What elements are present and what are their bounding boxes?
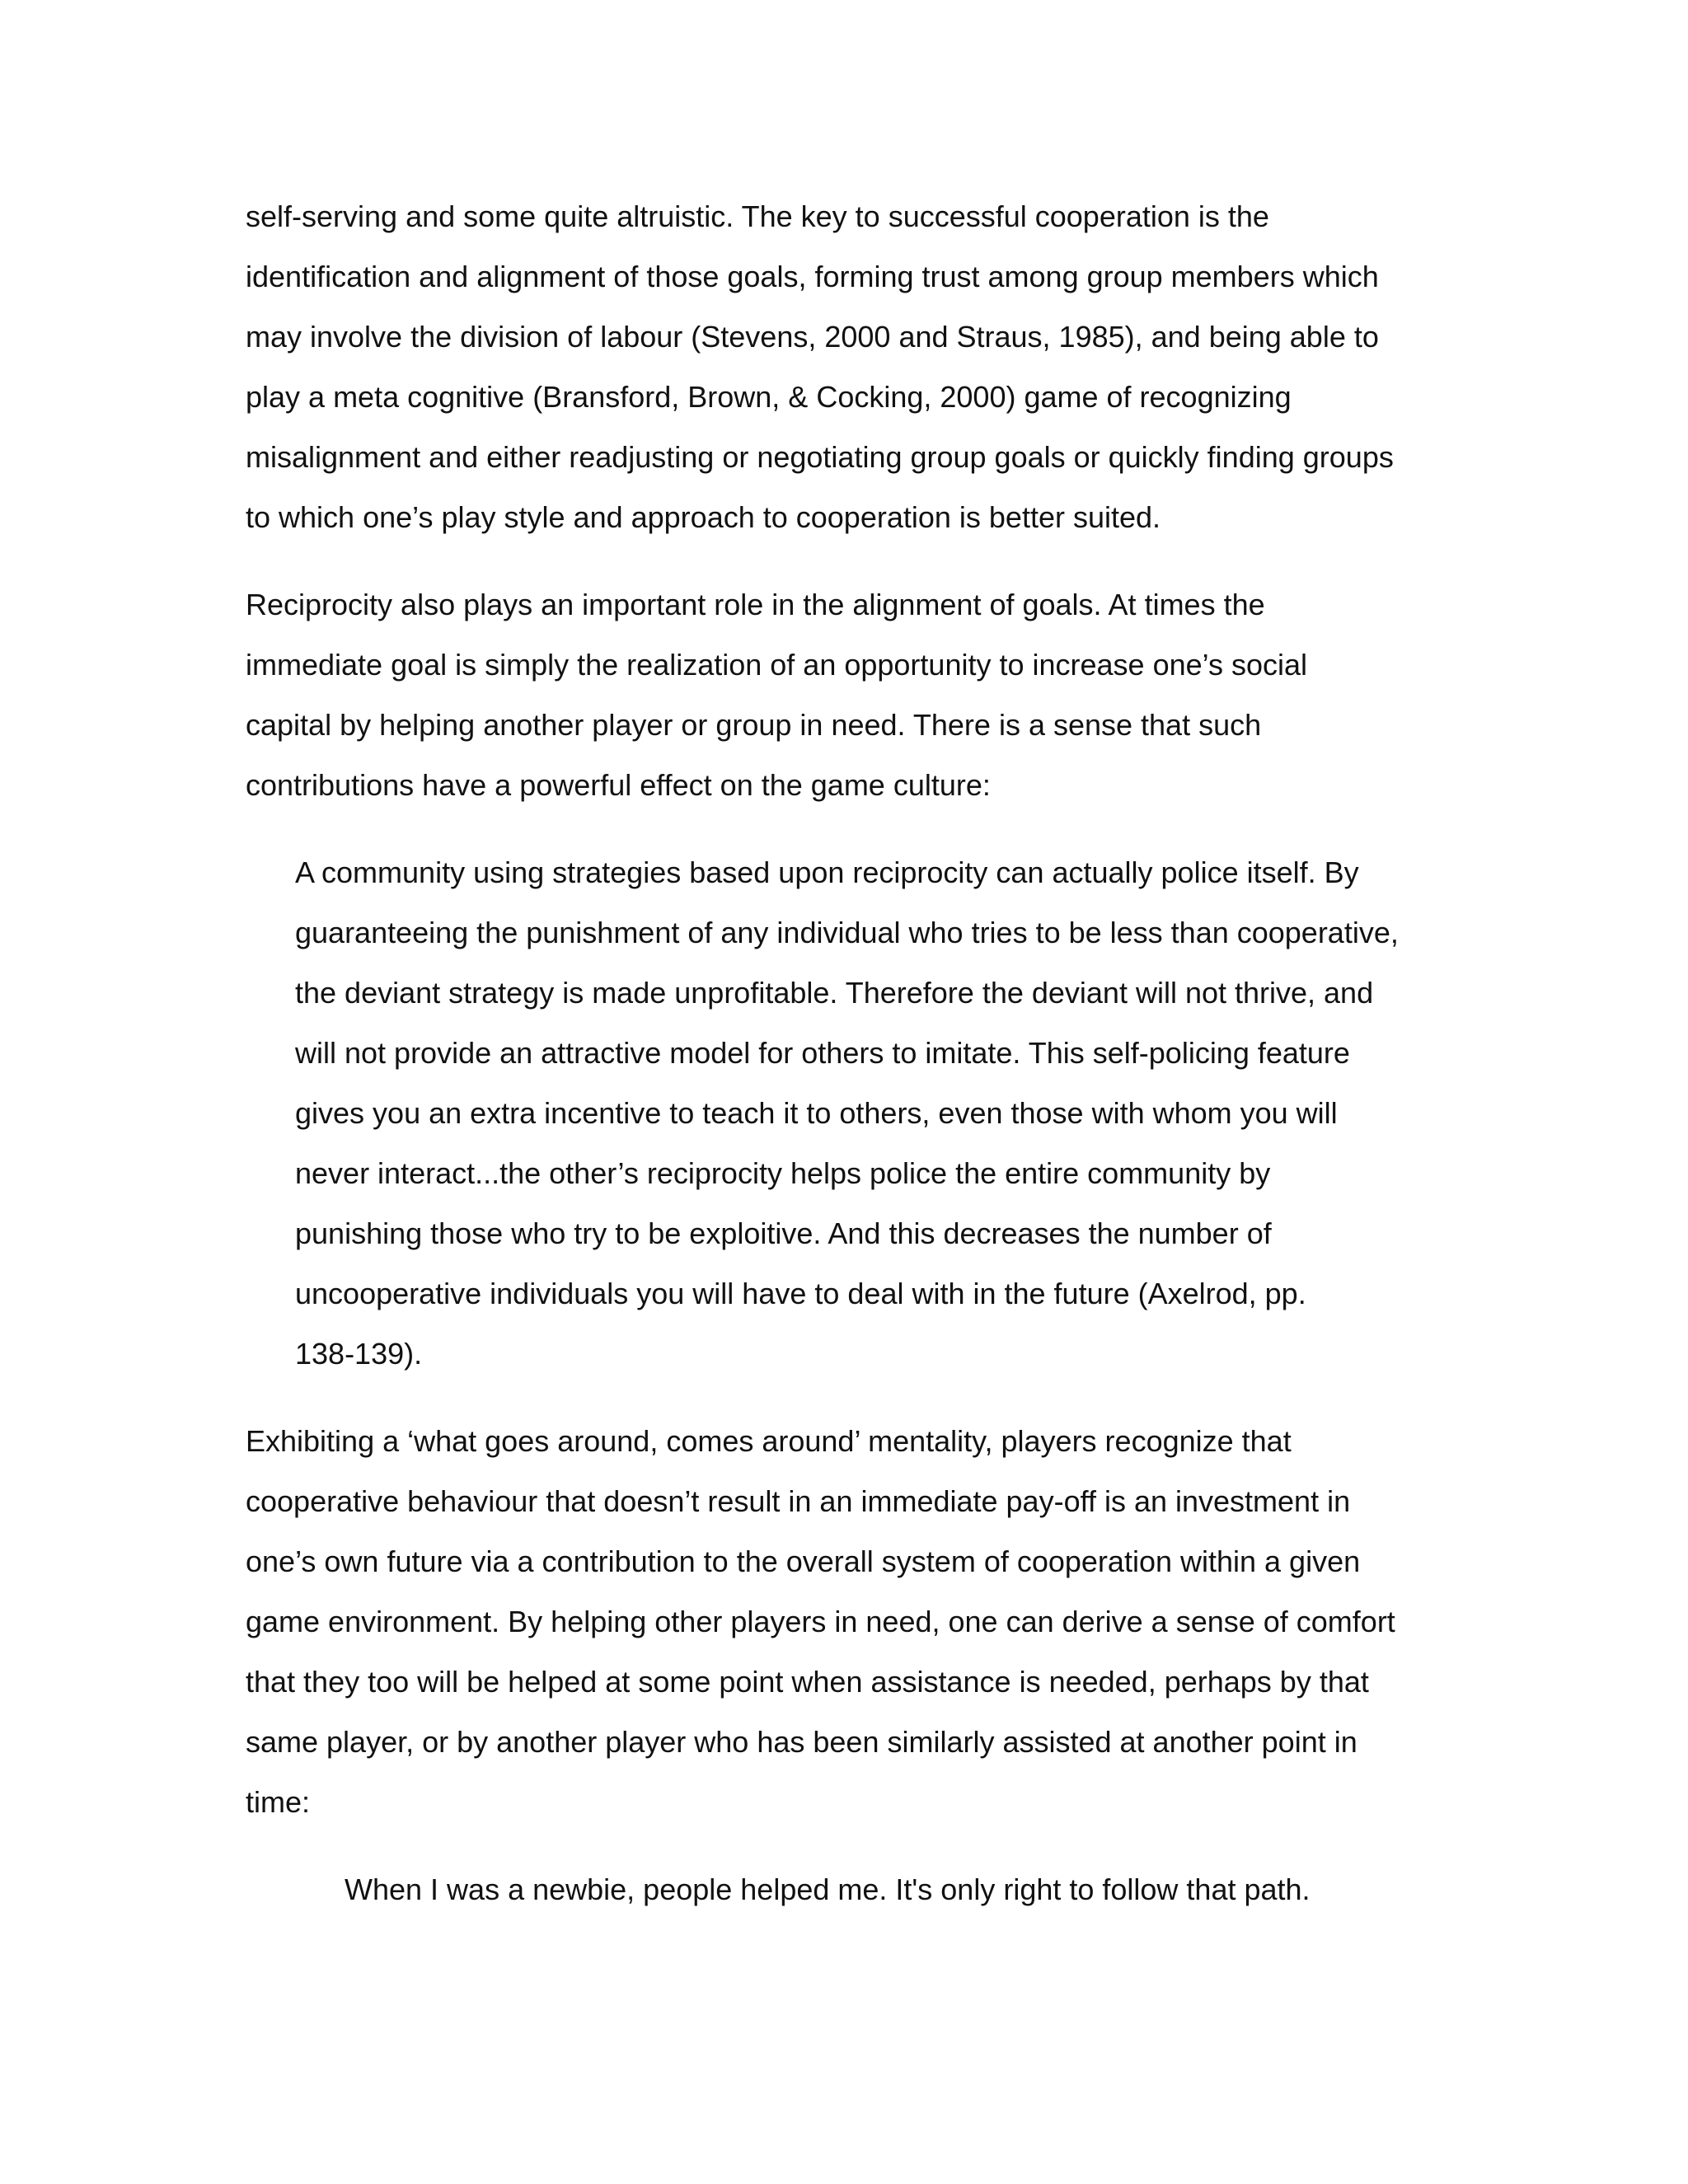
paragraph-3-line-3: one’s own future via a contribution to the overall system of cooperation within a given bbox=[246, 1544, 1361, 1578]
paragraph-3-line-6: same player, or by another player who has been similarly assisted at another point in bbox=[246, 1725, 1357, 1759]
paragraph-3-line-2: cooperative behaviour that doesn’t result in an immediate pay-off is an investment in bbox=[246, 1484, 1351, 1518]
paragraph-2-line-4: contributions have a powerful effect on the game culture: bbox=[246, 768, 991, 802]
paragraph-1-line-3: may involve the division of labour (Stevens, 2000 and Straus, 1985), and being able to bbox=[246, 320, 1379, 354]
paragraph-2-line-2: immediate goal is simply the realization of an opportunity to increase one’s social bbox=[246, 648, 1308, 682]
block-quote-line-4: will not provide an attractive model for others to imitate. This self-policing feature bbox=[295, 1036, 1350, 1070]
paragraph-1-line-6: to which one’s play style and approach to cooperation is better suited. bbox=[246, 500, 1161, 534]
block-quote-line-6: never interact...the other’s reciprocity helps police the entire community by bbox=[295, 1156, 1271, 1190]
paragraph-1-line-1: self-serving and some quite altruistic. The key to successful cooperation is the bbox=[246, 199, 1269, 233]
paragraph-3-line-4: game environment. By helping other players in need, one can derive a sense of comfort bbox=[246, 1605, 1395, 1638]
paragraph-1-line-4: play a meta cognitive (Bransford, Brown, & Cocking, 2000) game of recognizing bbox=[246, 380, 1292, 414]
block-quote-line-2: guaranteeing the punishment of any individual who tries to be less than cooperative, bbox=[295, 916, 1399, 949]
block-quote-line-1: A community using strategies based upon reciprocity can actually police itself. By bbox=[295, 855, 1359, 889]
paragraph-3-line-7: time: bbox=[246, 1785, 311, 1819]
paragraph-3-line-5: that they too will be helped at some point when assistance is needed, perhaps by that bbox=[246, 1665, 1369, 1699]
paragraph-1-line-2: identification and alignment of those goals, forming trust among group members which bbox=[246, 260, 1379, 293]
block-quote-line-8: uncooperative individuals you will have to deal with in the future (Axelrod, pp. bbox=[295, 1277, 1306, 1310]
paragraph-1-line-5: misalignment and either readjusting or negotiating group goals or quickly finding groups bbox=[246, 440, 1394, 474]
short-quote: When I was a newbie, people helped me. It's only right to follow that path. bbox=[345, 1872, 1311, 1906]
paragraph-2-line-3: capital by helping another player or group in need. There is a sense that such bbox=[246, 708, 1262, 742]
block-quote-line-3: the deviant strategy is made unprofitable. Therefore the deviant will not thrive, and bbox=[295, 976, 1374, 1010]
paragraph-2-line-1: Reciprocity also plays an important role in the alignment of goals. At times the bbox=[246, 588, 1265, 621]
block-quote-line-9: 138-139). bbox=[295, 1337, 423, 1371]
block-quote-line-7: punishing those who try to be exploitive. And this decreases the number of bbox=[295, 1216, 1272, 1250]
paragraph-3-line-1: Exhibiting a ‘what goes around, comes around’ mentality, players recognize that bbox=[246, 1424, 1292, 1458]
block-quote-line-5: gives you an extra incentive to teach it to others, even those with whom you will bbox=[295, 1096, 1338, 1130]
